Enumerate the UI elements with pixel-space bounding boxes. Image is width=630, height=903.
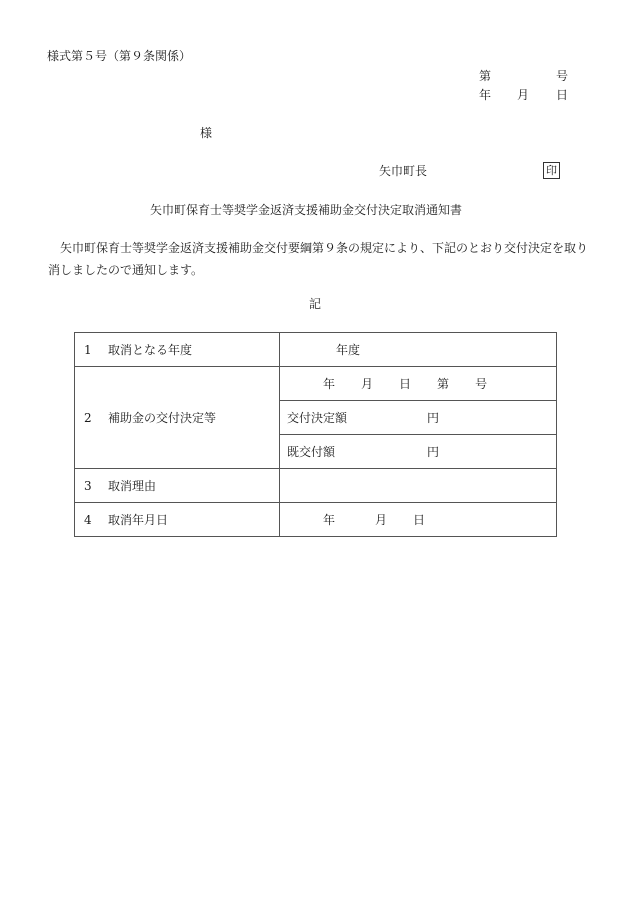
row-number: 4 [84, 513, 92, 527]
row-label-text: 取消となる年度 [108, 343, 193, 357]
fiscal-year-unit: 年度 [336, 343, 361, 357]
row-label-text: 取消理由 [108, 479, 157, 493]
date-month: 月 [517, 88, 530, 102]
body-text: 矢巾町保育士等奨学金返済支援補助金交付要綱第９条の規定により、下記のとおり交付決定を取り消しましたので通知します。 [48, 241, 589, 277]
row-label [75, 333, 280, 367]
table-row [75, 469, 557, 503]
paid-amount-label: 既交付額 [287, 445, 336, 459]
ki-heading: 記 [309, 297, 322, 311]
date-year: 年 [479, 88, 492, 102]
row-label [75, 503, 280, 537]
row-label [75, 469, 280, 503]
doc-number-prefix: 第 [479, 69, 492, 83]
row-number: 2 [84, 411, 92, 425]
paid-amount-unit: 円 [427, 445, 440, 459]
paid-amount-cell[interactable] [280, 435, 557, 469]
cancel-day: 日 [413, 513, 426, 527]
decision-amount-cell[interactable] [280, 401, 557, 435]
row-number: 3 [84, 479, 92, 493]
cancel-year: 年 [323, 513, 336, 527]
decision-month: 月 [361, 377, 374, 391]
row-label [75, 367, 280, 469]
document-title: 矢巾町保育士等奨学金返済支援補助金交付決定取消通知書 [150, 203, 463, 217]
table-row [75, 333, 557, 367]
row-number: 1 [84, 343, 92, 357]
issuer-title: 矢巾町長 [379, 164, 428, 178]
decision-date-cell[interactable] [280, 367, 557, 401]
decision-day: 日 [399, 377, 412, 391]
decision-year: 年 [323, 377, 336, 391]
date-day: 日 [556, 88, 569, 102]
form-number: 様式第５号（第９条関係） [47, 49, 192, 63]
table-row [75, 503, 557, 537]
decision-amount-label: 交付決定額 [287, 411, 348, 425]
row-label-text: 取消年月日 [108, 513, 169, 527]
fiscal-year-cell[interactable] [280, 333, 557, 367]
reason-cell[interactable] [280, 469, 557, 503]
cancel-date-cell[interactable] [280, 503, 557, 537]
seal-mark: 印 [543, 162, 560, 179]
table-row [75, 367, 557, 401]
doc-number-suffix: 号 [556, 69, 569, 83]
row-label-text: 補助金の交付決定等 [108, 411, 217, 425]
body-paragraph [48, 237, 588, 281]
decision-no-suffix: 号 [475, 377, 488, 391]
cancel-month: 月 [375, 513, 388, 527]
details-table [74, 332, 557, 537]
addressee-honorific: 様 [200, 126, 213, 140]
decision-no-prefix: 第 [437, 377, 450, 391]
decision-amount-unit: 円 [427, 411, 440, 425]
